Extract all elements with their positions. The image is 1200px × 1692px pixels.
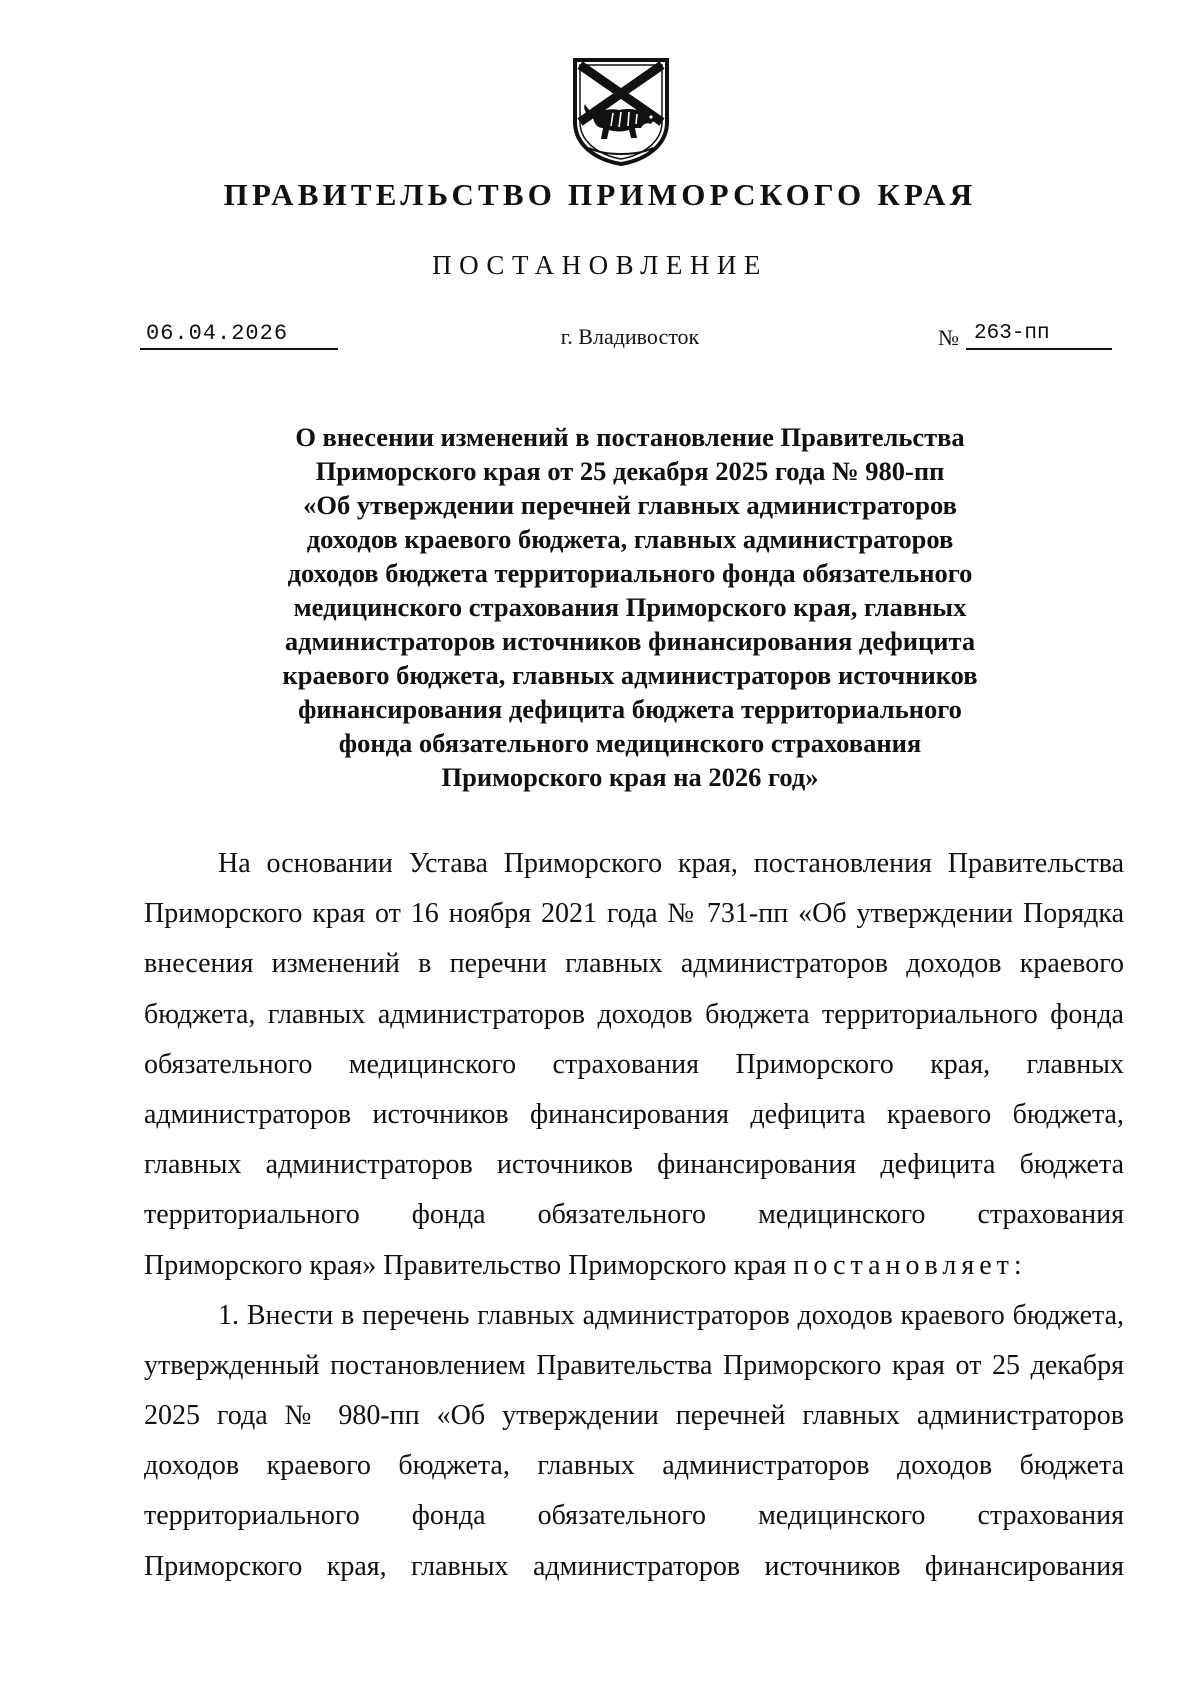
body-line: обязательного медицинского страхования Приморского края, главных [144, 1048, 1124, 1080]
government-title: ПРАВИТЕЛЬСТВО ПРИМОРСКОГО КРАЯ [223, 177, 977, 212]
body-line: территориального фонда обязательного медицинского страхования [144, 1500, 1124, 1532]
body-line: территориального фонда обязательного медицинского страхования [144, 1199, 1124, 1231]
coat-of-arms-icon [569, 56, 673, 166]
body-line: На основании Устава Приморского края, постановления Правительства [218, 848, 1124, 879]
body-line: утвержденный постановлением Правительства Приморского края от 25 декабря [144, 1349, 1124, 1381]
body-line: главных администраторов источников финансирования дефицита бюджета [144, 1149, 1124, 1181]
body-line: 2025 года № 980-пп «Об утверждении перечней главных администраторов [144, 1400, 1124, 1432]
body-line: Приморского края от 16 ноября 2021 года № 731-пп «Об утверждении Порядка [144, 898, 1124, 930]
subject-line: медицинского страхования Приморского края, главных [293, 592, 967, 622]
number-value: 263-пп [966, 320, 1112, 350]
subject-line: администраторов источников финансирования дефицита [284, 626, 976, 656]
body-line-resolution [144, 1241, 1124, 1291]
document-number [938, 320, 1112, 350]
document-subject [210, 420, 1050, 794]
document-body [144, 839, 1124, 1592]
subject-line: доходов краевого бюджета, главных администраторов [306, 524, 954, 554]
subject-line: «Об утверждении перечней главных администраторов [303, 490, 957, 520]
resolves-word: постановляет: [793, 1249, 1027, 1281]
document-city: г. Владивосток [560, 324, 700, 349]
body-line: доходов краевого бюджета, главных администраторов доходов бюджета [144, 1450, 1124, 1482]
subject-line: доходов бюджета территориального фонда обязательного [287, 558, 973, 588]
subject-line: О внесении изменений в постановление Правительства [295, 422, 965, 452]
subject-line: Приморского края на 2026 год» [441, 762, 819, 792]
number-sign: № [938, 325, 959, 350]
subject-line: краевого бюджета, главных администраторов источников [282, 660, 978, 690]
subject-line: фонда обязательного медицинского страхования [338, 728, 922, 758]
body-line: Приморского края, главных администраторов источников финансирования [144, 1550, 1124, 1582]
document-type: ПОСТАНОВЛЕНИЕ [432, 250, 768, 280]
body-line: внесения изменений в перечни главных администраторов доходов краевого [144, 948, 1124, 980]
subject-line: финансирования дефицита бюджета территориального [298, 694, 962, 724]
subject-line: Приморского края от 25 декабря 2025 года № 980-пп [315, 456, 945, 486]
body-line: 1. Внести в перечень главных администраторов доходов краевого бюджета, [218, 1299, 1124, 1331]
document-date: 06.04.2026 [140, 320, 338, 350]
body-line-text: Приморского края» Правительство Приморского края [144, 1249, 794, 1281]
body-line: администраторов источников финансирования дефицита краевого бюджета, [144, 1098, 1124, 1130]
body-line: бюджета, главных администраторов доходов бюджета территориального фонда [144, 998, 1124, 1030]
